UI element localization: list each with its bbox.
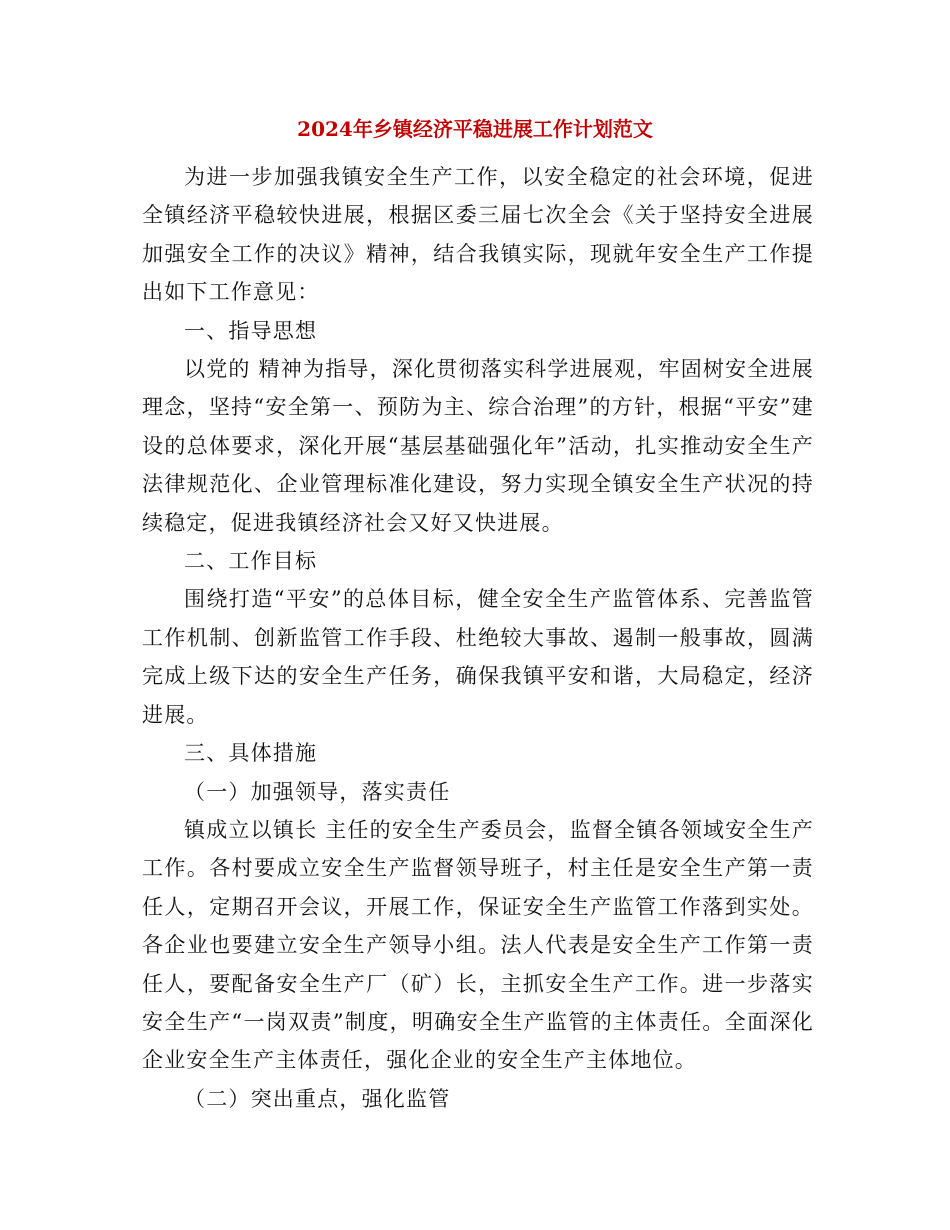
- document-body: [142, 158, 814, 1118]
- subsection-heading-supervision: （二）突出重点，强化监管: [184, 1086, 451, 1111]
- subsection-heading-leadership: （一）加强领导，落实责任: [184, 779, 451, 804]
- leadership-paragraph: 镇成立以镇长 主任的安全生产委员会，监督全镇各领域安全生产工作。各村要成立安全生产监督领导班子，村主任是安全生产第一责任人，定期召开会议，开展工作，保证安全生产监管工作落到实处。各企业也要建立安全生产领导小组。法人代表是安全生产工作第一责任人，要配备安全生产厂（矿）长，主抓安全生产工作。进一步落实安全生产“一岗双责”制度，明确安全生产监管的主体责任。全面深化企业安全生产主体责任，强化企业的安全生产主体地位。: [142, 817, 814, 1073]
- section-heading-work-goals: 二、工作目标: [184, 549, 318, 574]
- work-goals-paragraph: 围绕打造“平安”的总体目标，健全安全生产监管体系、完善监管工作机制、创新监管工作手段、杜绝较大事故、遏制一般事故，圆满完成上级下达的安全生产任务，确保我镇平安和谐，大局稳定，经济进展。: [142, 587, 814, 727]
- section-heading-specific-measures: 三、具体措施: [184, 741, 318, 766]
- section-heading-guiding-ideology: 一、指导思想: [184, 318, 318, 343]
- intro-paragraph: 为进一步加强我镇安全生产工作，以安全稳定的社会环境，促进全镇经济平稳较快进展，根据区委三届七次全会《关于坚持安全进展加强安全工作的决议》精神，结合我镇实际，现就年安全生产工作提出如下工作意见：: [142, 165, 814, 305]
- document-title: 2024年乡镇经济平稳进展工作计划范文: [297, 117, 653, 141]
- guiding-ideology-paragraph: 以党的 精神为指导，深化贯彻落实科学进展观，牢固树安全进展理念，坚持“安全第一、预防为主、综合治理”的方针，根据“平安”建设的总体要求，深化开展“基层基础强化年”活动，扎实推动安全生产法律规范化、企业管理标准化建设，努力实现全镇安全生产状况的持续稳定，促进我镇经济社会又好又快进展。: [142, 357, 814, 535]
